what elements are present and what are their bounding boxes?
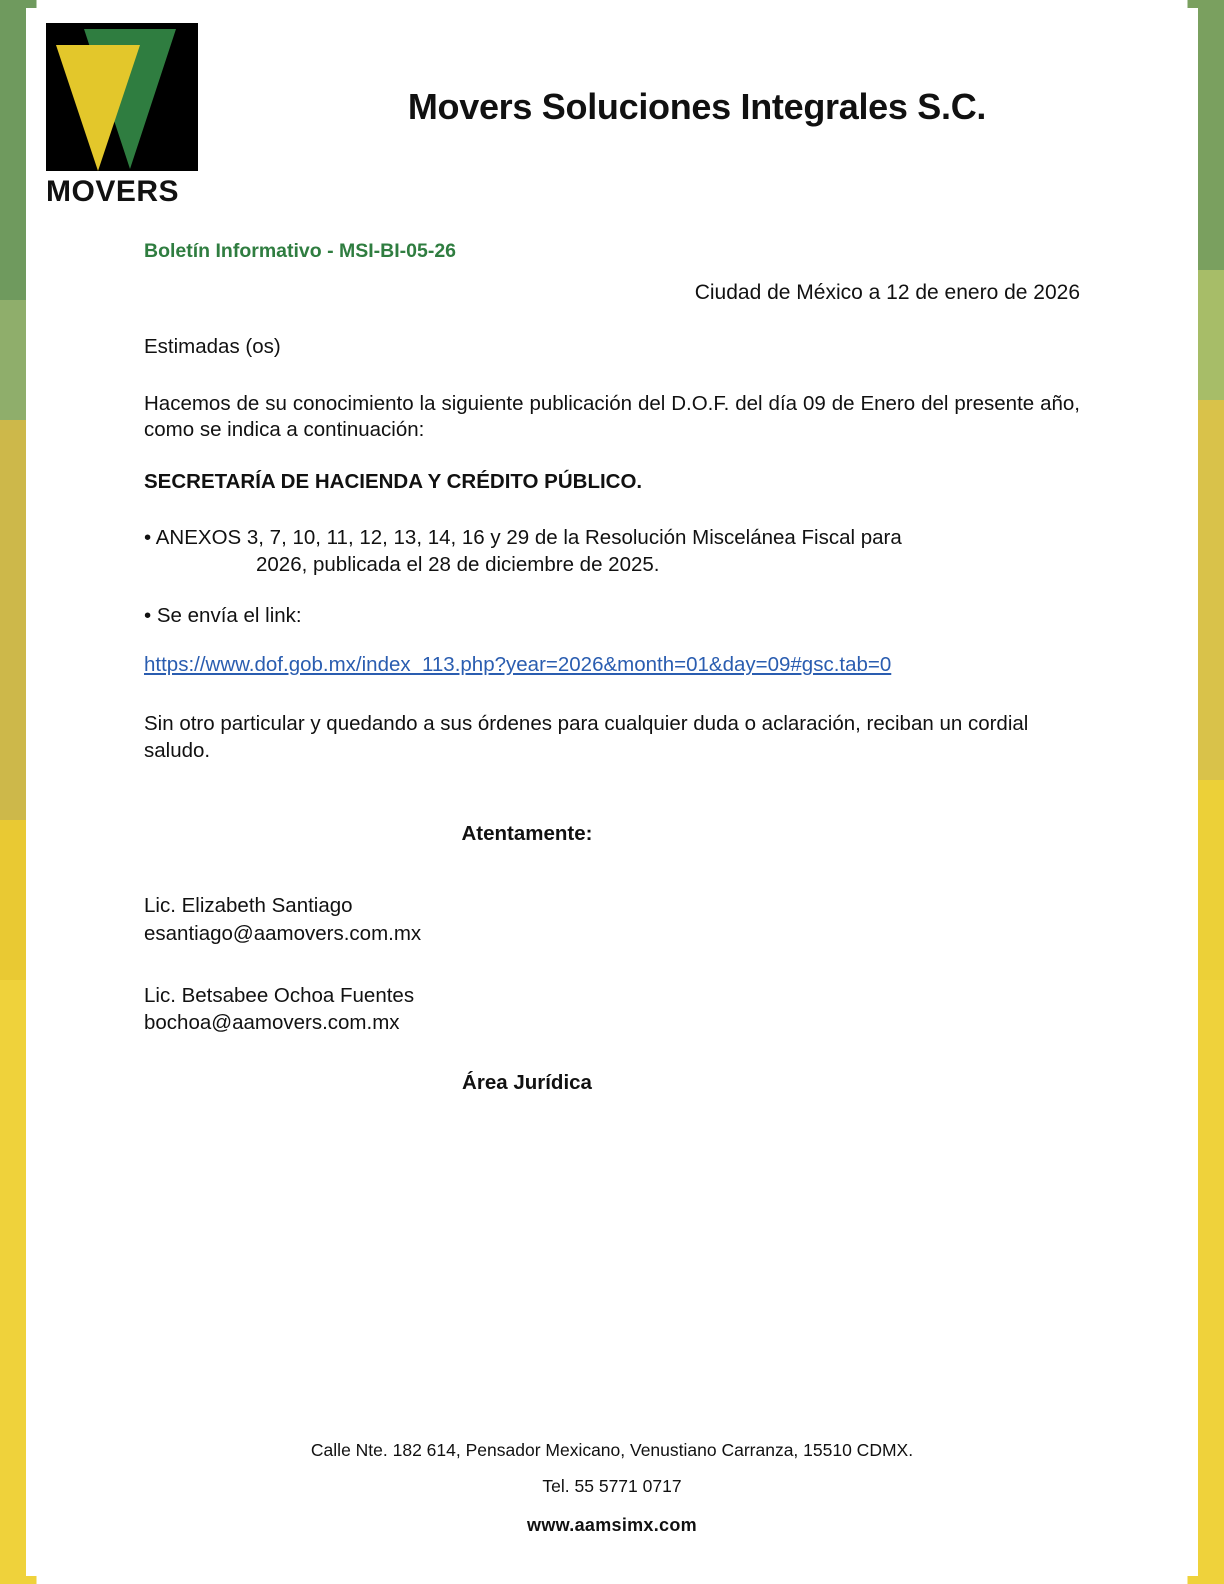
signatory-1-email: esantiago@aamovers.com.mx xyxy=(144,922,422,946)
page-footer xyxy=(26,1440,1198,1536)
signatory-2-email: bochoa@aamovers.com.mx xyxy=(144,1011,400,1035)
letter-body xyxy=(144,240,1080,1095)
bulletin-id: Boletín Informativo - MSI-BI-05-26 xyxy=(144,240,457,262)
place-date: Ciudad de México a 12 de enero de 2026 xyxy=(694,281,1080,304)
department-label: Área Jurídica xyxy=(462,1071,592,1095)
page-border-left xyxy=(0,0,26,1584)
section-title: SECRETARÍA DE HACIENDA Y CRÉDITO PÚBLICO. xyxy=(144,469,643,493)
dof-link[interactable]: https://www.dof.gob.mx/index_113.php?year=2026&month=01&day=09#gsc.tab=0 xyxy=(144,653,892,677)
bullet-item-anexos xyxy=(144,524,1080,578)
spacer xyxy=(144,677,1080,711)
logo-mark-icon xyxy=(46,23,198,171)
sign-off-label: Atentamente: xyxy=(461,822,593,846)
footer-address: Calle Nte. 182 614, Pensador Mexicano, Venustiano Carranza, 15510 CDMX. xyxy=(310,1440,914,1460)
bullet-item-link xyxy=(144,602,1080,629)
signatory-2 xyxy=(144,982,1080,1037)
page-border-right xyxy=(1198,0,1224,1584)
bullet-anexos-continuation: 2026, publicada el 28 de diciembre de 2025. xyxy=(256,552,660,576)
signatory-1-name: Lic. Elizabeth Santiago xyxy=(144,894,353,918)
letter-sheet xyxy=(26,8,1198,1576)
greeting: Estimadas (os) xyxy=(144,335,281,358)
closing-paragraph: Sin otro particular y quedando a sus órdenes para cualquier duda o aclaración, reciban un cordial saludo. xyxy=(144,712,1029,762)
letterhead xyxy=(26,8,1198,213)
logo-wordmark: MOVERS xyxy=(46,175,180,208)
signatory-2-name: Lic. Betsabee Ochoa Fuentes xyxy=(144,983,415,1007)
company-logo xyxy=(46,23,204,209)
bullet-anexos-main: • ANEXOS 3, 7, 10, 11, 12, 13, 14, 16 y 29 de la Resolución Miscelánea Fiscal para xyxy=(144,525,902,549)
page-title: Movers Soluciones Integrales S.C. xyxy=(407,86,987,127)
intro-paragraph: Hacemos de su conocimiento la siguiente publicación del D.O.F. del día 09 de Enero del presente año, como se indica a continuación: xyxy=(144,391,1080,442)
footer-phone: Tel. 55 5771 0717 xyxy=(542,1476,682,1496)
footer-website: www.aamsimx.com xyxy=(527,1515,697,1535)
bullet-link-label: • Se envía el link: xyxy=(144,604,302,628)
signatory-1 xyxy=(144,892,1080,947)
